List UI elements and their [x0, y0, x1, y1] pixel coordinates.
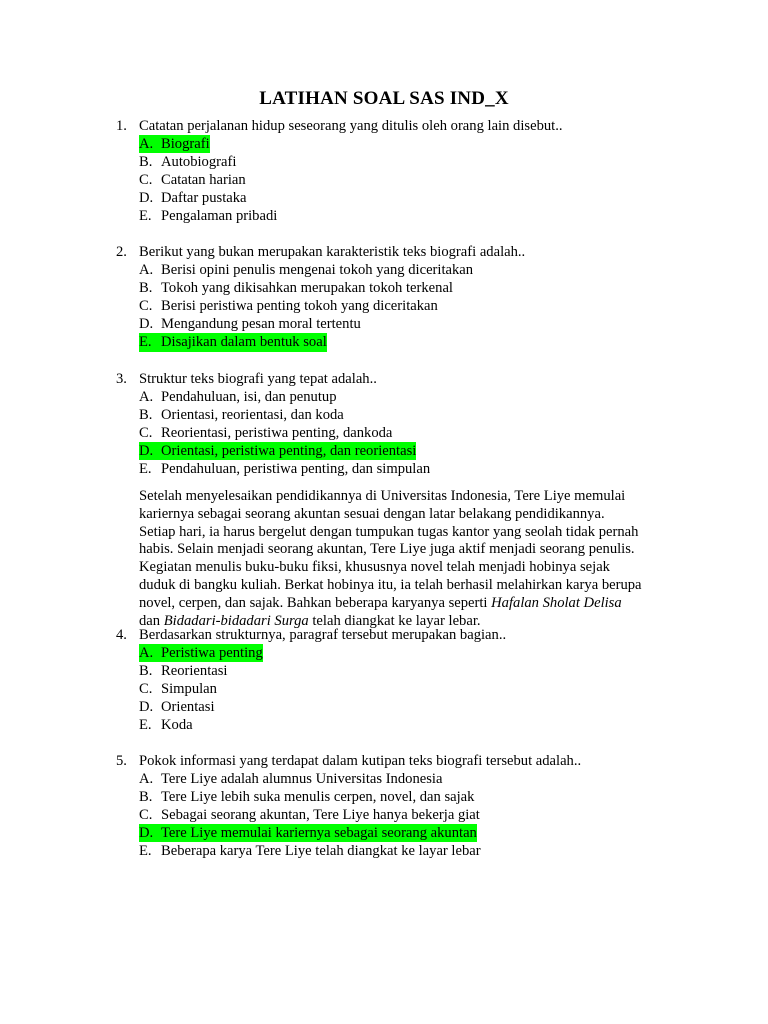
option-a: [0, 261, 768, 279]
question-3: [0, 370, 768, 479]
option-d: [0, 189, 768, 207]
option-text: Pendahuluan, isi, dan penutup: [161, 389, 337, 406]
option-text: Berisi opini penulis mengenai tokoh yang diceritakan: [161, 262, 474, 279]
question-text: Berikut yang bukan merupakan karakteristik teks biografi adalah..: [139, 244, 526, 260]
option-label: [139, 460, 430, 478]
option-c: [0, 806, 768, 824]
option-c: [0, 424, 768, 442]
option-text: Autobiografi: [161, 154, 237, 171]
option-text: Mengandung pesan moral tertentu: [161, 316, 361, 333]
answer-highlight: [139, 644, 263, 662]
option-letter: B.: [139, 154, 153, 171]
option-label: [139, 388, 337, 406]
option-label: [139, 698, 215, 716]
option-b: [0, 788, 768, 806]
passage-line: Setelah menyelesaikan pendidikannya di Universitas Indonesia, Tere Liye memulai: [139, 488, 626, 504]
option-d: [0, 315, 768, 333]
option-b: [0, 279, 768, 297]
question-text: Catatan perjalanan hidup seseorang yang ditulis oleh orang lain disebut..: [139, 118, 563, 134]
question-number: 2.: [116, 244, 127, 260]
question-number: 5.: [116, 753, 127, 769]
option-text: Disajikan dalam bentuk soal: [161, 334, 327, 351]
option-label: [139, 806, 480, 824]
option-letter: A.: [139, 771, 154, 788]
option-text: Orientasi, reorientasi, dan koda: [161, 407, 344, 424]
option-letter: A.: [139, 645, 154, 662]
passage-text: telah diangkat ke layar lebar.: [308, 612, 481, 629]
question-text: Pokok informasi yang terdapat dalam kutipan teks biografi tersebut adalah..: [139, 753, 582, 769]
option-letter: B.: [139, 663, 153, 680]
option-letter: D.: [139, 316, 154, 333]
option-label: [139, 189, 247, 207]
option-label: [139, 297, 438, 315]
passage-line: [139, 595, 679, 613]
option-letter: D.: [139, 699, 154, 716]
passage-line: Kegiatan menulis buku-buku fiksi, khususnya novel telah menjadi hobinya sejak: [139, 559, 610, 576]
option-label: [139, 315, 361, 333]
option-letter: D.: [139, 443, 154, 460]
passage-line: duduk di bangku kuliah. Berkat hobinya itu, ia telah berhasil melahirkan karya berupa: [139, 576, 642, 593]
option-letter: B.: [139, 407, 153, 424]
book-title: Bidadari-bidadari Surga: [163, 612, 309, 629]
option-a: [0, 770, 768, 788]
option-letter: D.: [139, 825, 154, 842]
option-text: Reorientasi, peristiwa penting, dankoda: [161, 425, 393, 442]
passage-line: habis. Selain menjadi seorang akuntan, Tere Liye juga aktif menjadi seorang penulis.: [139, 541, 635, 558]
option-label: [139, 716, 193, 734]
option-text: Koda: [161, 717, 193, 734]
passage-line: [139, 613, 679, 631]
question-stem: [0, 370, 768, 388]
option-e: [0, 207, 768, 225]
option-label: [139, 680, 217, 698]
option-label: [139, 153, 236, 171]
option-letter: E.: [139, 334, 152, 351]
option-d: [0, 442, 768, 460]
option-a: [0, 135, 768, 153]
option-c: [0, 680, 768, 698]
option-label: [139, 662, 227, 680]
option-b: [0, 406, 768, 424]
option-text: Tere Liye memulai kariernya sebagai seorang akuntan: [161, 825, 477, 842]
question-1: [0, 117, 768, 226]
option-letter: C.: [139, 172, 153, 189]
option-b: [0, 662, 768, 680]
reading-passage: [139, 488, 679, 630]
question-number: 1.: [116, 118, 127, 134]
book-title: Hafalan Sholat Delisa: [491, 594, 622, 611]
answer-highlight: [139, 135, 210, 153]
question-text: Struktur teks biografi yang tepat adalah..: [139, 371, 377, 387]
option-text: Beberapa karya Tere Liye telah diangkat ke layar lebar: [161, 843, 481, 860]
answer-highlight: [139, 333, 327, 351]
option-letter: B.: [139, 789, 153, 806]
answer-highlight: [139, 442, 416, 460]
option-label: [139, 261, 473, 279]
option-text: Pengalaman pribadi: [161, 208, 278, 225]
question-4: [0, 626, 768, 735]
option-letter: C.: [139, 807, 153, 824]
passage-line: kariernya sebagai seorang akuntan sesuai dengan latar belakang pendidikannya.: [139, 505, 605, 522]
option-label: [139, 406, 344, 424]
option-label: [139, 279, 453, 297]
option-text: Daftar pustaka: [161, 190, 247, 207]
option-text: Tere Liye adalah alumnus Universitas Indonesia: [161, 771, 443, 788]
option-text: Catatan harian: [161, 172, 246, 189]
option-label: [139, 788, 474, 806]
option-label: [139, 207, 277, 225]
option-text: Berisi peristiwa penting tokoh yang diceritakan: [161, 298, 438, 315]
question-stem: [0, 752, 768, 770]
question-number: 4.: [116, 627, 127, 643]
option-c: [0, 297, 768, 315]
option-letter: E.: [139, 843, 152, 860]
option-label: [139, 424, 392, 442]
option-text: Orientasi: [161, 699, 215, 716]
option-letter: A.: [139, 262, 154, 279]
answer-highlight: [139, 824, 477, 842]
option-c: [0, 171, 768, 189]
option-text: Peristiwa penting: [161, 645, 263, 662]
option-text: Biografi: [161, 136, 210, 153]
option-d: [0, 698, 768, 716]
option-letter: A.: [139, 389, 154, 406]
question-stem: [0, 117, 768, 135]
question-stem: [0, 243, 768, 261]
option-e: [0, 333, 768, 351]
option-text: Reorientasi: [161, 663, 228, 680]
question-number: 3.: [116, 371, 127, 387]
option-label: [139, 171, 246, 189]
option-text: Sebagai seorang akuntan, Tere Liye hanya bekerja giat: [161, 807, 480, 824]
option-letter: C.: [139, 425, 153, 442]
option-letter: C.: [139, 298, 153, 315]
option-e: [0, 842, 768, 860]
option-label: [139, 770, 442, 788]
option-a: [0, 644, 768, 662]
option-letter: B.: [139, 280, 153, 297]
option-text: Tere Liye lebih suka menulis cerpen, novel, dan sajak: [161, 789, 475, 806]
passage-text: novel, cerpen, dan sajak. Bahkan beberapa karyanya seperti: [139, 594, 492, 611]
passage-line: Setiap hari, ia harus bergelut dengan tumpukan tugas kantor yang seolah tidak pernah: [139, 523, 639, 540]
option-letter: E.: [139, 461, 152, 478]
option-e: [0, 716, 768, 734]
option-d: [0, 824, 768, 842]
option-letter: D.: [139, 190, 154, 207]
option-text: Orientasi, peristiwa penting, dan reorientasi: [161, 443, 417, 460]
option-label: [139, 842, 481, 860]
option-letter: C.: [139, 681, 153, 698]
question-2: [0, 243, 768, 352]
option-a: [0, 388, 768, 406]
option-e: [0, 460, 768, 478]
option-letter: E.: [139, 208, 152, 225]
question-5: [0, 752, 768, 861]
option-letter: E.: [139, 717, 152, 734]
option-letter: A.: [139, 136, 154, 153]
passage-text: dan: [139, 612, 164, 629]
question-text: Berdasarkan strukturnya, paragraf tersebut merupakan bagian..: [139, 627, 507, 643]
option-text: Simpulan: [161, 681, 217, 698]
option-text: Tokoh yang dikisahkan merupakan tokoh terkenal: [161, 280, 453, 297]
option-b: [0, 153, 768, 171]
page-title: LATIHAN SOAL SAS IND_X: [259, 88, 509, 109]
option-text: Pendahuluan, peristiwa penting, dan simpulan: [161, 461, 431, 478]
